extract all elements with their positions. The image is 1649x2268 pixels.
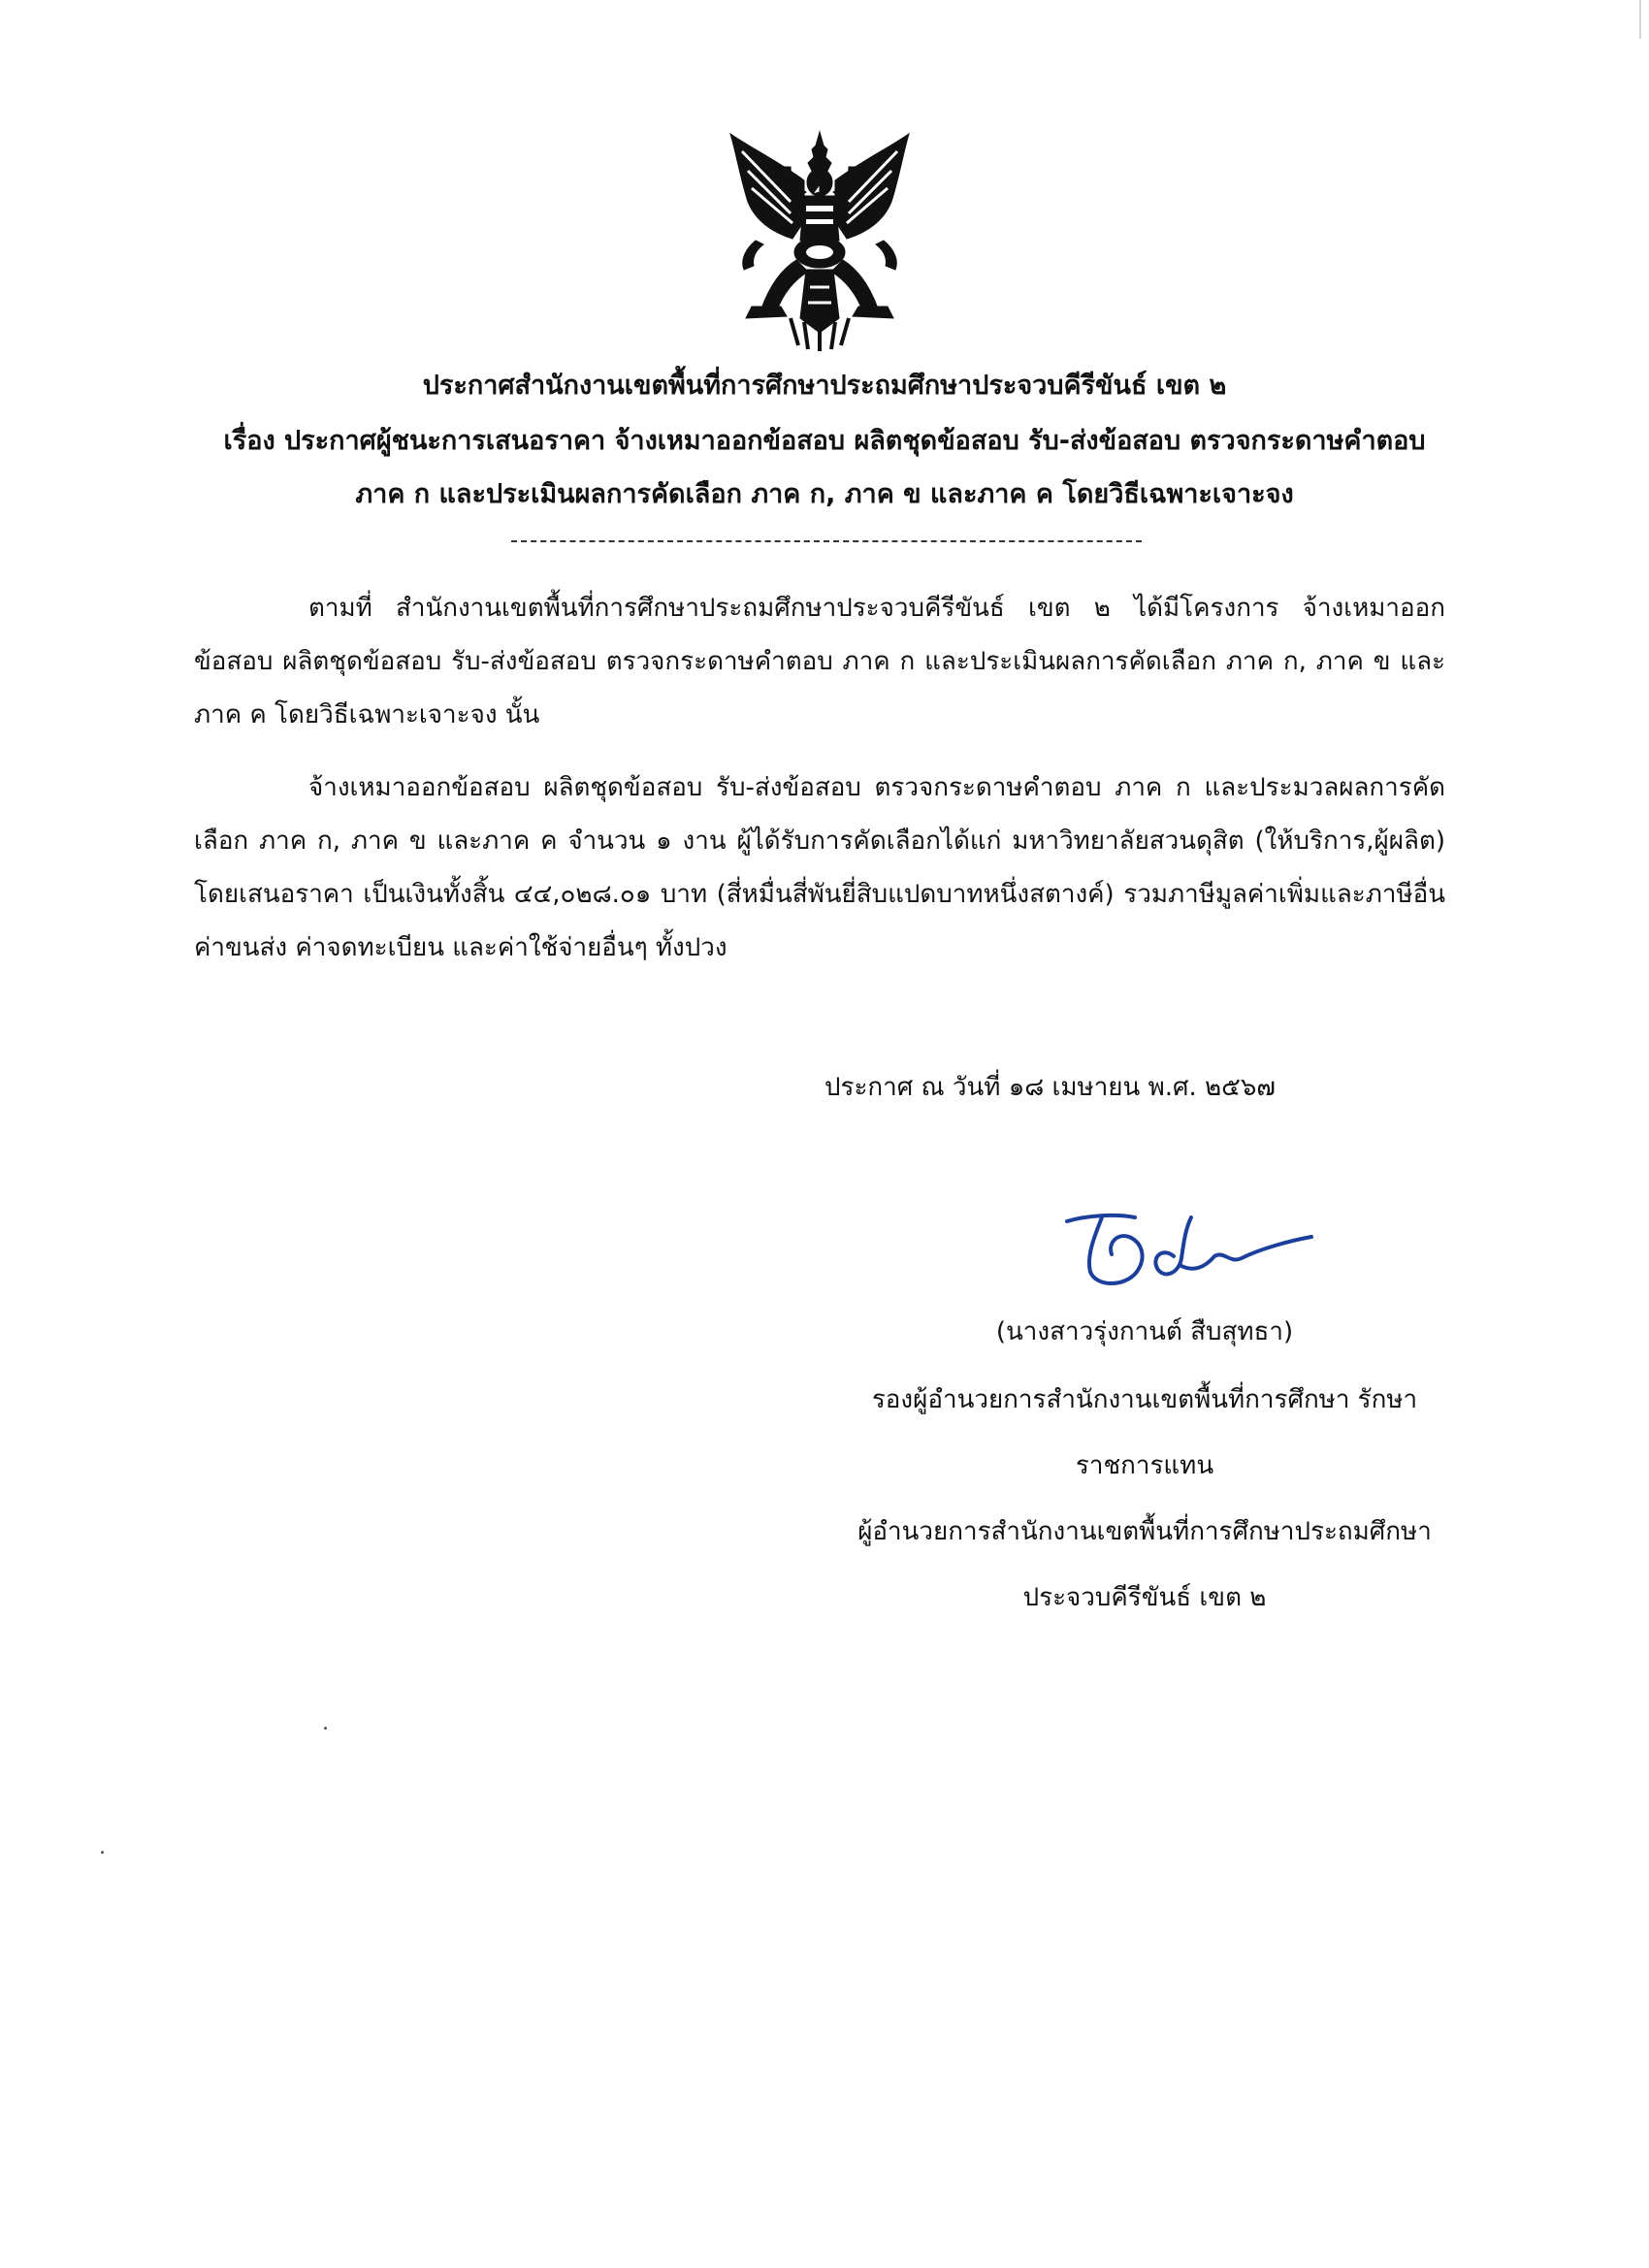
scan-edge-line <box>1639 0 1641 39</box>
signature-mark <box>1057 1208 1319 1295</box>
divider <box>511 540 1142 542</box>
signatory-name: (นางสาวรุ่งกานต์ สืบสุทธา) <box>995 1317 1294 1346</box>
signatory-title-2: ราชการแทน <box>1075 1451 1214 1480</box>
announcement-date: ประกาศ ณ วันที่ ๑๘ เมษายน พ.ศ. ๒๕๖๗ <box>824 1073 1276 1102</box>
subject-line: เรื่อง ประกาศผู้ชนะการเสนอราคา จ้างเหมาออกข้อสอบ ผลิตชุดข้อสอบ รับ-ส่งข้อสอบ ตรวจกระดาษคำตอบ <box>223 426 1426 456</box>
garuda-emblem-icon <box>723 124 917 352</box>
announcement-heading: ประกาศสำนักงานเขตพื้นที่การศึกษาประถมศึกษาประจวบคีรีขันธ์ เขต ๒ <box>422 371 1227 401</box>
scan-speck <box>101 1851 104 1854</box>
signatory-title-4: ประจวบคีรีขันธ์ เขต ๒ <box>1022 1583 1267 1612</box>
signatory-title-1: รองผู้อำนวยการสำนักงานเขตพื้นที่การศึกษา รักษา <box>871 1385 1418 1414</box>
scan-speck <box>324 1727 327 1730</box>
body-paragraph-1: ตามที่ สำนักงานเขตพื้นที่การศึกษาประถมศึกษาประจวบคีรีขันธ์ เขต ๒ ได้มีโครงการ จ้างเหมาออกข้อสอบ ผลิตชุดข้อสอบ รับ-ส่งข้อสอบ ตรวจกระดาษคำตอบ ภาค ก และประเมินผลการคัดเลือก ภาค ก, ภาค ข และภาค ค โดยวิธีเฉพาะเจาะจง นั้น <box>194 594 1445 729</box>
signatory-title-3: ผู้อำนวยการสำนักงานเขตพื้นที่การศึกษาประถมศึกษา <box>857 1517 1432 1546</box>
body-paragraph-2: จ้างเหมาออกข้อสอบ ผลิตชุดข้อสอบ รับ-ส่งข้อสอบ ตรวจกระดาษคำตอบ ภาค ก และประมวลผลการคัดเลือก ภาค ก, ภาค ข และภาค ค จำนวน ๑ งาน ผู้ได้รับการคัดเลือกได้แก่ มหาวิทยาลัยสวนดุสิต (ให้บริการ,ผู้ผลิต) โดยเสนอราคา เป็นเงินทั้งสิ้น ๔๔,๐๒๘.๐๑ บาท (สี่หมื่นสี่พันยี่สิบแปดบาทหนึ่งสตางค์) รวมภาษีมูลค่าเพิ่มและภาษีอื่น ค่าขนส่ง ค่าจดทะเบียน และค่าใช้จ่ายอื่นๆ ทั้งปวง <box>194 773 1445 962</box>
subject-line-continued: ภาค ก และประเมินผลการคัดเลือก ภาค ก, ภาค ข และภาค ค โดยวิธีเฉพาะเจาะจง <box>355 479 1294 509</box>
